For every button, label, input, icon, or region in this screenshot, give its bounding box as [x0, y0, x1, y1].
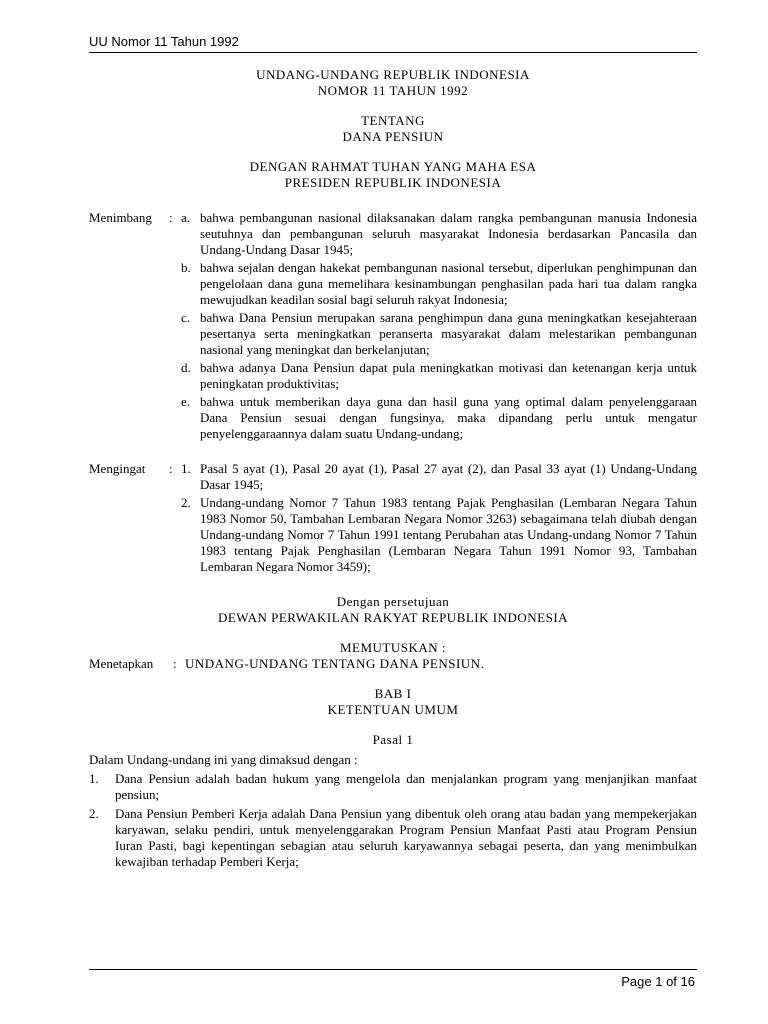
mengingat-text: Undang-undang Nomor 7 Tahun 1983 tentang Pajak Penghasilan (Lembaran Negara Tahun 1983 Nomor 50, Tambahan Lembaran Negara Nomor 3263) sebagaimana telah diubah dengan Undang-undang Nomor 7 Tahun 1991 tentang Perubahan atas Undang-undang Nomor 7 Tahun 1983 tentang Pajak Penghasilan (Lembaran Negara Tahun 1991 Nomor 93, Tambahan Lembaran Negara Nomor 3459); [200, 495, 697, 574]
menimbang-label: Menimbang [89, 210, 152, 225]
mengingat-mark: 1. [181, 461, 191, 476]
dpr-label: DEWAN PERWAKILAN RAKYAT REPUBLIK INDONESIA [217, 610, 569, 625]
mengingat-item-1 [89, 461, 697, 493]
header-rule [89, 52, 697, 53]
menetapkan-colon: : [173, 656, 177, 671]
menimbang-text: bahwa pembangunan nasional dilaksanakan dalam rangka pembangunan manusia Indonesia seutuhnya dan pembangunan seluruh masyarakat Indonesia berdasarkan Pancasila dan Undang-Undang Dasar 1945; [200, 210, 697, 257]
menimbang-item-b [181, 260, 697, 308]
mengingat-colon: : [169, 461, 173, 476]
running-header: UU Nomor 11 Tahun 1992 [89, 34, 239, 49]
menimbang-item-d [181, 360, 697, 392]
menimbang-text: bahwa untuk memberikan daya guna dan hasil guna yang optimal dalam penyelenggaraan Dana Pensiun sesuai dengan fungsinya, maka dipandang perlu untuk mengatur penyelenggaraannya dalam suatu Undang-undang; [200, 394, 697, 441]
menimbang-mark: d. [181, 360, 191, 375]
law-subject: DANA PENSIUN [342, 129, 444, 144]
definition-item-1 [89, 771, 697, 803]
article-intro: Dalam Undang-undang ini yang dimaksud dengan : [89, 752, 358, 767]
article-number: Pasal 1 [372, 732, 414, 747]
menimbang-text: bahwa adanya Dana Pensiun dapat pula meningkatkan motivasi dan ketenangan kerja untuk peningkatan produktivitas; [200, 360, 697, 391]
menetapkan-row [89, 656, 697, 672]
menimbang-item-c [181, 310, 697, 358]
footer-rule [89, 969, 697, 970]
menimbang-item-a [89, 210, 697, 258]
menimbang-text: bahwa Dana Pensiun merupakan sarana penghimpun dana guna meningkatkan kesejahteraan pesertanya serta meningkatkan peranserta masyarakat dalam melestarikan pembangunan nasional yang meningkat dan berkelanjutan; [200, 310, 697, 357]
law-title: UNDANG-UNDANG REPUBLIK INDONESIA [256, 67, 530, 82]
menimbang-colon: : [169, 210, 173, 225]
mengingat-text: Pasal 5 ayat (1), Pasal 20 ayat (1), Pasal 27 ayat (2), dan Pasal 33 ayat (1) Undang-Undang Dasar 1945; [200, 461, 697, 492]
law-number: NOMOR 11 TAHUN 1992 [317, 83, 469, 98]
preamble-rahmat: DENGAN RAHMAT TUHAN YANG MAHA ESA [249, 159, 537, 174]
mengingat-mark: 2. [181, 495, 191, 510]
definition-mark: 2. [89, 806, 99, 821]
mengingat-item-2 [181, 495, 697, 575]
definition-text: Dana Pensiun adalah badan hukum yang mengelola dan menjalankan program yang menjanjikan manfaat pensiun; [115, 771, 697, 802]
preamble-presiden: PRESIDEN REPUBLIK INDONESIA [284, 175, 502, 190]
menimbang-mark: c. [181, 310, 191, 325]
document-body [89, 67, 697, 870]
chapter-number: BAB I [374, 686, 412, 701]
menimbang-mark: b. [181, 260, 191, 275]
memutuskan-label: MEMUTUSKAN : [339, 640, 447, 655]
definition-mark: 1. [89, 771, 99, 786]
menimbang-mark: e. [181, 394, 191, 409]
chapter-title: KETENTUAN UMUM [327, 702, 459, 717]
definition-text: Dana Pensiun Pemberi Kerja adalah Dana Pensiun yang dibentuk oleh orang atau badan yang mempekerjakan karyawan, selaku pendiri, untuk menyelenggarakan Program Pensiun Manfaat Pasti atau Program Pensiun Iuran Pasti, bagi kepentingan sebagian atau seluruh karyawannya sebagai peserta, dan yang menimbulkan kewajiban terhadap Pemberi Kerja; [115, 806, 697, 869]
page-indicator: Page 1 of 16 [621, 974, 695, 989]
persetujuan-label: Dengan persetujuan [336, 594, 450, 609]
menimbang-text: bahwa sejalan dengan hakekat pembangunan nasional tersebut, diperlukan penghimpunan dan pengelolaan dana guna memelihara kesinambungan penghasilan pada hari tua dalam rangka mewujudkan keadilan sosial bagi seluruh rakyat Indonesia; [200, 260, 697, 307]
definition-item-2 [89, 806, 697, 870]
menetapkan-text: UNDANG-UNDANG TENTANG DANA PENSIUN. [185, 656, 485, 671]
tentang-label: TENTANG [361, 113, 425, 128]
menimbang-item-e [181, 394, 697, 442]
menetapkan-label: Menetapkan [89, 656, 154, 671]
mengingat-label: Mengingat [89, 461, 146, 476]
menimbang-mark: a. [181, 210, 191, 225]
